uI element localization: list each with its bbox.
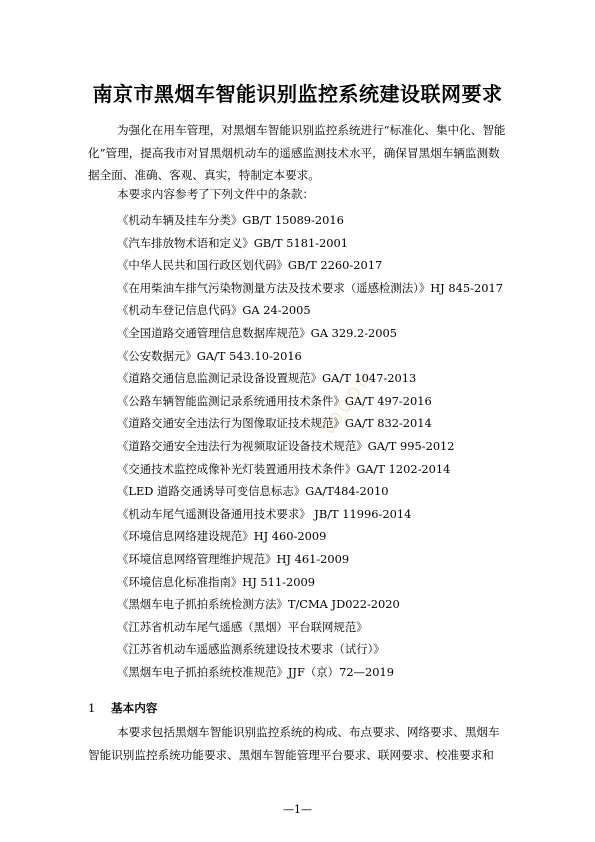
- reference-item: 《公安数据元》GA/T 543.10-2016: [117, 348, 302, 363]
- reference-item: 《环境信息化标准指南》HJ 511-2009: [117, 574, 315, 589]
- reference-item: 《全国道路交通管理信息数据库规范》GA 329.2-2005: [117, 325, 398, 340]
- references-intro: 本要求内容参考了下列文件中的条款：: [117, 187, 315, 201]
- section-title: 基本内容: [111, 701, 158, 715]
- intro-paragraph: 为强化在用车管理，对黑烟车智能识别监控系统进行“标准化、集中化、智能化”管理，提高我市对冒黑烟机动车的遥感监测技术水平，确保冒黑烟车辆监测数据全面、准确、客观、真实，特制定本要求。: [88, 123, 506, 182]
- document-title: 南京市黑烟车智能识别监控系统建设联网要求: [92, 82, 503, 106]
- reference-item: 《机动车登记信息代码》GA 24-2005: [117, 303, 311, 318]
- reference-item: 《道路交通信息监测记录设备设置规范》GA/T 1047-2013: [117, 371, 417, 386]
- reference-item: 《黑烟车电子抓拍系统校准规范》JJF（京）72—2019: [117, 664, 394, 679]
- reference-item: 《汽车排放物术语和定义》GB/T 5181-2001: [117, 235, 349, 250]
- reference-item: 《在用柴油车排气污染物测量方法及技术要求（遥感检测法）》HJ 845-2017: [117, 280, 503, 295]
- reference-item: 《机动车辆及挂车分类》GB/T 15089-2016: [117, 213, 344, 227]
- reference-item: 《机动车尾气遥测设备通用技术要求》 JB/T 11996-2014: [117, 506, 412, 521]
- reference-item: 《道路交通安全违法行为视频取证设备技术规范》GA/T 995-2012: [117, 438, 455, 453]
- references-list: [117, 209, 503, 683]
- watermark: tooon: [315, 365, 378, 440]
- reference-item: 《黑烟车电子抓拍系统检测方法》T/CMA JD022-2020: [117, 597, 400, 612]
- reference-item: 《环境信息网络管理维护规范》HJ 461-2009: [117, 551, 350, 566]
- reference-item: 《中华人民共和国行政区划代码》GB/T 2260-2017: [117, 258, 383, 273]
- section-heading: [88, 700, 157, 716]
- section-body: 本要求包括黑烟车智能识别监控系统的构成、布点要求、网络要求、黑烟车智能识别监控系统功能要求、黑烟车智能管理平台要求、联网要求、校准要求和: [88, 725, 500, 762]
- reference-item: 《环境信息网络建设规范》HJ 460-2009: [117, 529, 327, 544]
- section-number: 1: [88, 701, 96, 715]
- reference-item: 《江苏省机动车尾气遥感（黑烟）平台联网规范》: [117, 619, 368, 634]
- reference-item: 《道路交通安全违法行为图像取证技术规范》GA/T 832-2014: [117, 416, 432, 431]
- page-number: —1—: [283, 803, 312, 816]
- reference-item: 《LED 道路交通诱导可变信息标志》GA/T484-2010: [117, 484, 389, 499]
- reference-item: 《交通技术监控成像补光灯装置通用技术条件》GA/T 1202-2014: [117, 461, 451, 476]
- reference-item: 《公路车辆智能监测记录系统通用技术条件》GA/T 497-2016: [117, 393, 432, 408]
- reference-item: 《江苏省机动车遥感监测系统建设技术要求（试行）》: [117, 642, 385, 657]
